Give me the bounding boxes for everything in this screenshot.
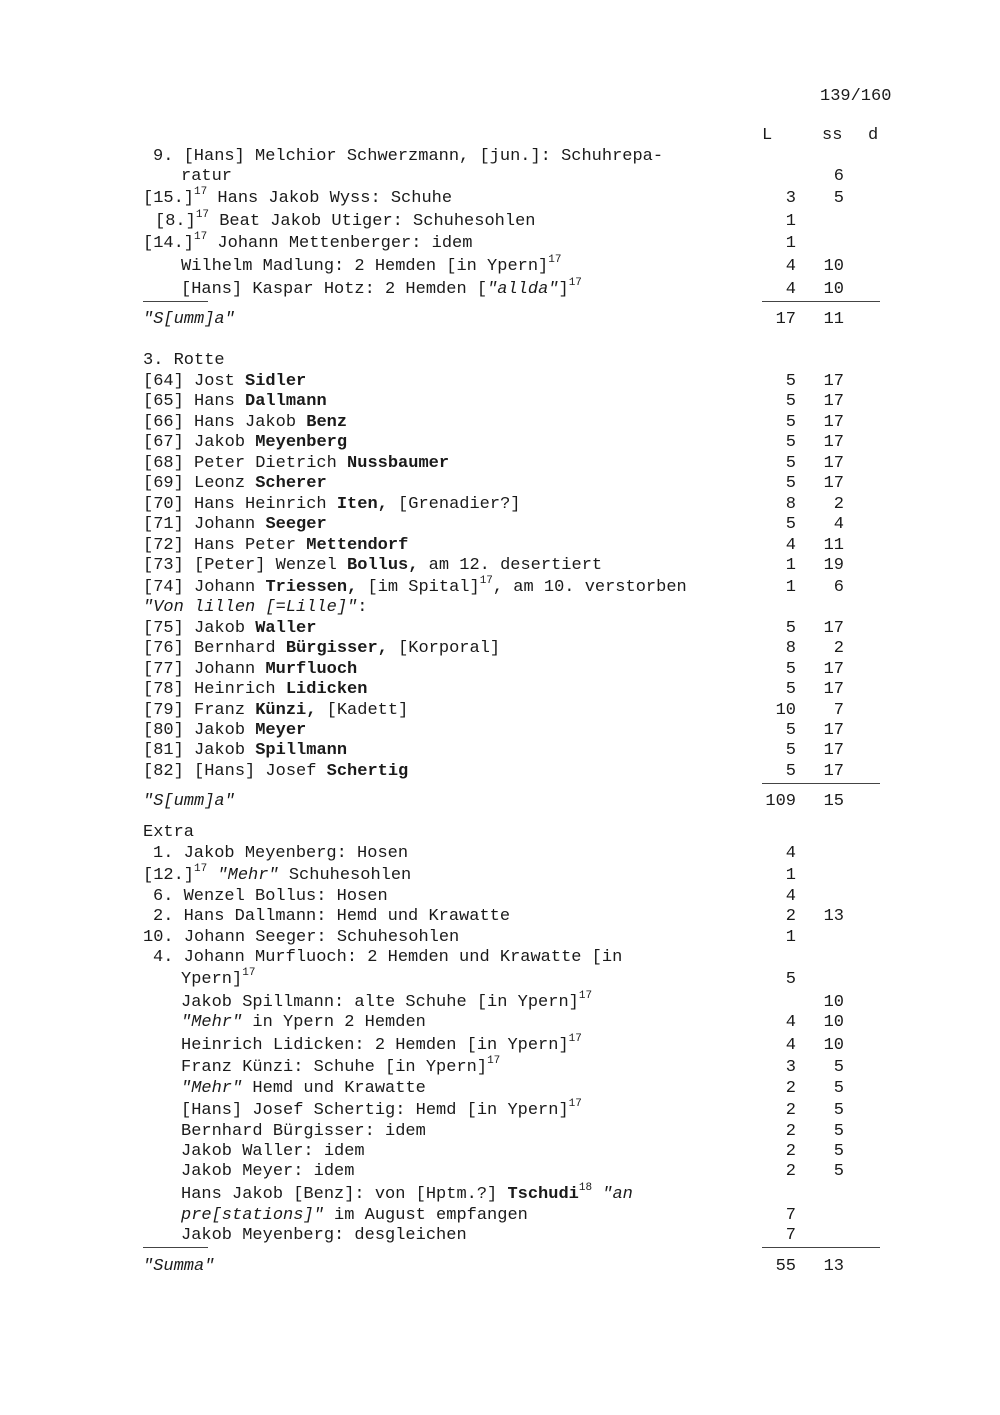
entry-row [0, 279, 1000, 300]
sum-ss: 15 [823, 792, 844, 811]
value-ss: 5 [833, 189, 844, 208]
divider [762, 1247, 880, 1248]
column-header-ss: ss [822, 126, 843, 145]
roster-number: [73] [143, 556, 184, 575]
entry-row [0, 256, 1000, 277]
roster-row [0, 535, 1000, 556]
roster-row [0, 659, 1000, 680]
footnote-ref: 17 [479, 575, 493, 588]
roster-row [0, 453, 1000, 474]
extra-row [0, 927, 1000, 948]
roster-number: [68] [143, 454, 184, 473]
entry-number: [14.] [143, 234, 195, 253]
section-heading [0, 350, 1000, 371]
roster-number: [69] [143, 474, 184, 493]
quoted-text: "Mehr" [181, 1013, 243, 1032]
roster-number: [66] [143, 413, 184, 432]
value-ss: 17 [823, 413, 844, 432]
entry-text: Wilhelm Madlung: 2 Hemden [in Ypern] [181, 257, 549, 276]
extra-row [0, 1205, 1000, 1226]
roster-number: [71] [143, 515, 184, 534]
value-l: 5 [785, 413, 796, 432]
entry-text: Heinrich Lidicken: 2 Hemden [in Ypern] [181, 1036, 569, 1055]
roster-row [0, 494, 1000, 515]
value-l: 4 [785, 280, 796, 299]
entry-number: 6. [153, 887, 174, 906]
value-l: 4 [785, 1036, 796, 1055]
footnote-ref: 17 [568, 1098, 582, 1111]
value-l: 7 [785, 1226, 796, 1245]
roster-number: [64] [143, 372, 184, 391]
value-ss: 17 [823, 372, 844, 391]
extra-row [0, 1225, 1000, 1246]
value-ss: 17 [823, 660, 844, 679]
value-ss: 7 [833, 701, 844, 720]
extra-row [0, 1035, 1000, 1056]
footnote-ref: 17 [548, 254, 562, 267]
extra-row [0, 947, 1000, 968]
last-name: Waller [255, 619, 317, 638]
value-l: 5 [785, 619, 796, 638]
entry-text: Hans Jakob Wyss: Schuhe [207, 189, 453, 208]
quoted-text: "allda" [487, 280, 559, 299]
value-l: 2 [785, 1142, 796, 1161]
entry-text: Ypern] [181, 970, 243, 989]
value-l: 5 [785, 762, 796, 781]
sum-ss: 13 [823, 1257, 844, 1276]
sum-row [0, 309, 1000, 330]
first-name: Bernhard [194, 639, 276, 658]
roster-number: [78] [143, 680, 184, 699]
remark: , am 10. verstorben [492, 578, 687, 597]
entry-text: in Ypern 2 Hemden [242, 1013, 426, 1032]
first-name: Johann [194, 578, 256, 597]
remark: [Kadett] [316, 701, 409, 720]
roster-row [0, 618, 1000, 639]
entry-text: [Hans] Kaspar Hotz: 2 Hemden [ [181, 280, 488, 299]
value-l: 3 [785, 189, 796, 208]
last-name: Dallmann [245, 392, 327, 411]
sum-label: "S[umm]a" [143, 792, 235, 811]
value-l: 8 [785, 495, 796, 514]
note-colon: : [357, 598, 368, 617]
roster-row [0, 371, 1000, 392]
value-l: 3 [785, 1058, 796, 1077]
value-ss: 5 [833, 1079, 844, 1098]
value-ss: 5 [833, 1122, 844, 1141]
entry-number: 10. [143, 928, 174, 947]
value-ss: 17 [823, 619, 844, 638]
quoted-text: "an [592, 1185, 633, 1204]
entry-text: Hans Dallmann: Hemd und Krawatte [183, 907, 511, 926]
value-ss: 2 [833, 495, 844, 514]
value-l: 1 [785, 578, 796, 597]
entry-text: Schuhesohlen [278, 866, 412, 885]
value-ss: 5 [833, 1058, 844, 1077]
quoted-text: "Mehr" [217, 866, 279, 885]
last-name: Spillmann [255, 741, 348, 760]
value-l: 7 [785, 1206, 796, 1225]
entry-text: Jakob Spillmann: alte Schuhe [in Ypern] [181, 993, 579, 1012]
last-name: Lidicken [285, 680, 368, 699]
footnote-ref: 17 [195, 209, 210, 222]
first-name: Hans Peter [194, 536, 297, 555]
value-ss: 6 [833, 578, 844, 597]
entry-number: [8.] [155, 212, 196, 231]
value-l: 1 [785, 866, 796, 885]
value-ss: 2 [833, 639, 844, 658]
last-name: Bürgisser, [285, 639, 388, 658]
entry-text: Hemd und Krawatte [242, 1079, 426, 1098]
roster-row [0, 761, 1000, 782]
entry-number: 2. [153, 907, 174, 926]
value-l: 5 [785, 970, 796, 989]
roster-row [0, 412, 1000, 433]
last-name: Scherer [255, 474, 327, 493]
roster-number: [80] [143, 721, 184, 740]
value-l: 4 [785, 887, 796, 906]
entry-text: Wenzel Bollus: Hosen [183, 887, 388, 906]
first-name: Johann [194, 515, 256, 534]
value-l: 2 [785, 907, 796, 926]
extra-row [0, 1184, 1000, 1205]
footnote-ref: 17 [568, 277, 582, 290]
section-heading-text: Extra [143, 823, 195, 842]
last-name: Sidler [245, 372, 307, 391]
value-l: 5 [785, 515, 796, 534]
first-name: Jakob [194, 721, 246, 740]
value-l: 5 [785, 721, 796, 740]
roster-number: [74] [143, 578, 184, 597]
footnote-ref: 17 [194, 186, 208, 199]
value-ss: 17 [823, 721, 844, 740]
entry-number: 9. [153, 147, 174, 166]
roster-number: [81] [143, 741, 184, 760]
sum-label: "S[umm]a" [143, 310, 235, 329]
extra-row [0, 1100, 1000, 1121]
roster-number: [67] [143, 433, 184, 452]
value-ss: 10 [823, 1036, 844, 1055]
extra-row [0, 1161, 1000, 1182]
extra-row [0, 865, 1000, 886]
first-name: Jakob [194, 619, 246, 638]
sum-label: "Summa" [143, 1257, 215, 1276]
value-ss: 5 [833, 1162, 844, 1181]
entry-text: Johann Mettenberger: idem [207, 234, 473, 253]
first-name: Hans Heinrich [194, 495, 327, 514]
roster-row [0, 720, 1000, 741]
value-ss: 5 [833, 1101, 844, 1120]
last-name: Benz [306, 413, 348, 432]
roster-number: [72] [143, 536, 184, 555]
roster-number: [75] [143, 619, 184, 638]
last-name: Triessen, [265, 578, 358, 597]
quoted-text: "Mehr" [181, 1079, 243, 1098]
sum-l: 17 [775, 310, 796, 329]
subsection-note [0, 597, 1000, 618]
roster-number: [70] [143, 495, 184, 514]
extra-row [0, 1012, 1000, 1033]
entry-text: Jakob Meyenberg: desgleichen [181, 1226, 467, 1245]
extra-row [0, 1078, 1000, 1099]
first-name: Hans [194, 392, 235, 411]
roster-row [0, 555, 1000, 576]
roster-number: [79] [143, 701, 184, 720]
value-ss: 19 [823, 556, 844, 575]
entry-number: 1. [153, 844, 174, 863]
last-name: Schertig [326, 762, 409, 781]
value-ss: 17 [823, 392, 844, 411]
first-name: Peter Dietrich [194, 454, 337, 473]
extra-row [0, 1121, 1000, 1142]
roster-row [0, 700, 1000, 721]
value-l: 1 [785, 234, 796, 253]
value-l: 1 [785, 212, 796, 231]
roster-row [0, 740, 1000, 761]
roster-row [0, 514, 1000, 535]
extra-row [0, 992, 1000, 1013]
roster-number: [65] [143, 392, 184, 411]
value-ss: 17 [823, 741, 844, 760]
sum-ss: 11 [823, 310, 844, 329]
value-ss: 11 [823, 536, 844, 555]
quoted-text: "Von lillen [=Lille]" [143, 598, 358, 617]
value-l: 4 [785, 257, 796, 276]
extra-row [0, 843, 1000, 864]
roster-number: [82] [143, 762, 184, 781]
extra-row [0, 969, 1000, 990]
entry-text: Franz Künzi: Schuhe [in Ypern] [181, 1058, 488, 1077]
value-l: 5 [785, 741, 796, 760]
last-name: Murfluoch [265, 660, 358, 679]
value-ss: 5 [833, 1142, 844, 1161]
first-name: Johann [194, 660, 256, 679]
column-header-d: d [868, 126, 879, 145]
divider [143, 301, 208, 302]
section-heading [0, 822, 1000, 843]
value-ss: 10 [823, 1013, 844, 1032]
sum-l: 55 [775, 1257, 796, 1276]
value-ss: 4 [833, 515, 844, 534]
entry-text: Johann Murfluoch: 2 Hemden und Krawatte [in [183, 948, 623, 967]
entry-row [0, 188, 1000, 209]
value-l: 2 [785, 1101, 796, 1120]
entry-text: Hans Jakob [Benz]: von [Hptm.?] [181, 1185, 508, 1204]
column-header-l: L [762, 126, 773, 145]
entry-text: Johann Seeger: Schuhesohlen [183, 928, 460, 947]
entry-text: Bernhard Bürgisser: idem [181, 1122, 426, 1141]
divider [762, 301, 880, 302]
roster-number: [77] [143, 660, 184, 679]
value-ss: 13 [823, 907, 844, 926]
value-ss: 17 [823, 680, 844, 699]
value-ss: 17 [823, 433, 844, 452]
value-l: 5 [785, 454, 796, 473]
first-name: Franz [194, 701, 246, 720]
entry-text: Beat Jakob Utiger: Schuhesohlen [209, 212, 536, 231]
footnote-ref: 17 [194, 231, 208, 244]
value-l: 2 [785, 1122, 796, 1141]
footnote-ref: 17 [578, 990, 593, 1003]
last-name: Bollus, [347, 556, 419, 575]
entry-row [0, 233, 1000, 254]
sum-row [0, 1256, 1000, 1277]
value-ss: 6 [833, 167, 844, 186]
value-l: 5 [785, 680, 796, 699]
value-ss: 17 [823, 474, 844, 493]
first-name: Jost [194, 372, 235, 391]
value-ss: 10 [823, 257, 844, 276]
first-name: Jakob [194, 741, 246, 760]
entry-text: [Hans] Melchior Schwerzmann, [jun.]: Schuhrepa- [183, 147, 664, 166]
value-l: 1 [785, 928, 796, 947]
remark: am 12. desertiert [418, 556, 603, 575]
last-name: Meyer [255, 721, 307, 740]
entry-text: Jakob Meyenberg: Hosen [183, 844, 409, 863]
last-name: Mettendorf [306, 536, 409, 555]
value-l: 4 [785, 1013, 796, 1032]
entry-row [0, 166, 1000, 187]
roster-row [0, 577, 1000, 598]
value-ss: 17 [823, 454, 844, 473]
divider [762, 783, 880, 784]
last-name: Iten, [336, 495, 388, 514]
value-l: 5 [785, 392, 796, 411]
value-ss: 10 [823, 993, 844, 1012]
entry-row [0, 146, 1000, 167]
footnote-ref: 17 [194, 863, 208, 876]
value-l: 2 [785, 1162, 796, 1181]
entry-number: 4. [153, 948, 174, 967]
roster-row [0, 432, 1000, 453]
roster-row [0, 679, 1000, 700]
entry-number: [15.] [143, 189, 195, 208]
value-l: 4 [785, 536, 796, 555]
entry-text: im August empfangen [323, 1206, 528, 1225]
value-l: 10 [775, 701, 796, 720]
last-name: Nussbaumer [347, 454, 450, 473]
last-name: Seeger [265, 515, 327, 534]
entry-text: ratur [181, 167, 233, 186]
remark: [Grenadier?] [387, 495, 521, 514]
quoted-text: pre[stations]" [181, 1206, 324, 1225]
sum-row [0, 791, 1000, 812]
divider [143, 1247, 208, 1248]
value-l: 1 [785, 556, 796, 575]
entry-text: Jakob Meyer: idem [181, 1162, 355, 1181]
footnote-ref: 17 [242, 967, 256, 980]
first-name: Leonz [194, 474, 246, 493]
last-name: Künzi, [255, 701, 317, 720]
entry-text: ] [558, 280, 569, 299]
value-l: 5 [785, 372, 796, 391]
first-name: Hans Jakob [194, 413, 297, 432]
last-name: Meyenberg [255, 433, 348, 452]
first-name: Heinrich [194, 680, 276, 699]
entry-row [0, 211, 1000, 232]
entry-text: [Hans] Josef Schertig: Hemd [in Ypern] [181, 1101, 569, 1120]
bold-name: Tschudi [507, 1185, 579, 1204]
entry-text: Jakob Waller: idem [181, 1142, 365, 1161]
extra-row [0, 906, 1000, 927]
value-l: 2 [785, 1079, 796, 1098]
remark: [Korporal] [387, 639, 501, 658]
section-heading-text: 3. Rotte [143, 351, 225, 370]
entry-number: [12.] [143, 866, 195, 885]
footnote-ref: 17 [487, 1055, 501, 1068]
roster-row [0, 473, 1000, 494]
footnote-ref: 18 [578, 1182, 593, 1195]
extra-row [0, 1141, 1000, 1162]
remark: [im Spital] [357, 578, 480, 597]
footnote-ref: 17 [568, 1033, 582, 1046]
roster-number: [76] [143, 639, 184, 658]
first-name: [Peter] Wenzel [194, 556, 337, 575]
extra-row [0, 886, 1000, 907]
first-name: [Hans] Josef [194, 762, 317, 781]
value-l: 5 [785, 660, 796, 679]
extra-row [0, 1057, 1000, 1078]
sum-l: 109 [765, 792, 796, 811]
value-l: 8 [785, 639, 796, 658]
roster-row [0, 638, 1000, 659]
value-l: 5 [785, 433, 796, 452]
first-name: Jakob [194, 433, 246, 452]
value-ss: 10 [823, 280, 844, 299]
roster-row [0, 391, 1000, 412]
value-l: 4 [785, 844, 796, 863]
value-ss: 17 [823, 762, 844, 781]
value-l: 5 [785, 474, 796, 493]
page-number: 139/160 [820, 87, 892, 106]
